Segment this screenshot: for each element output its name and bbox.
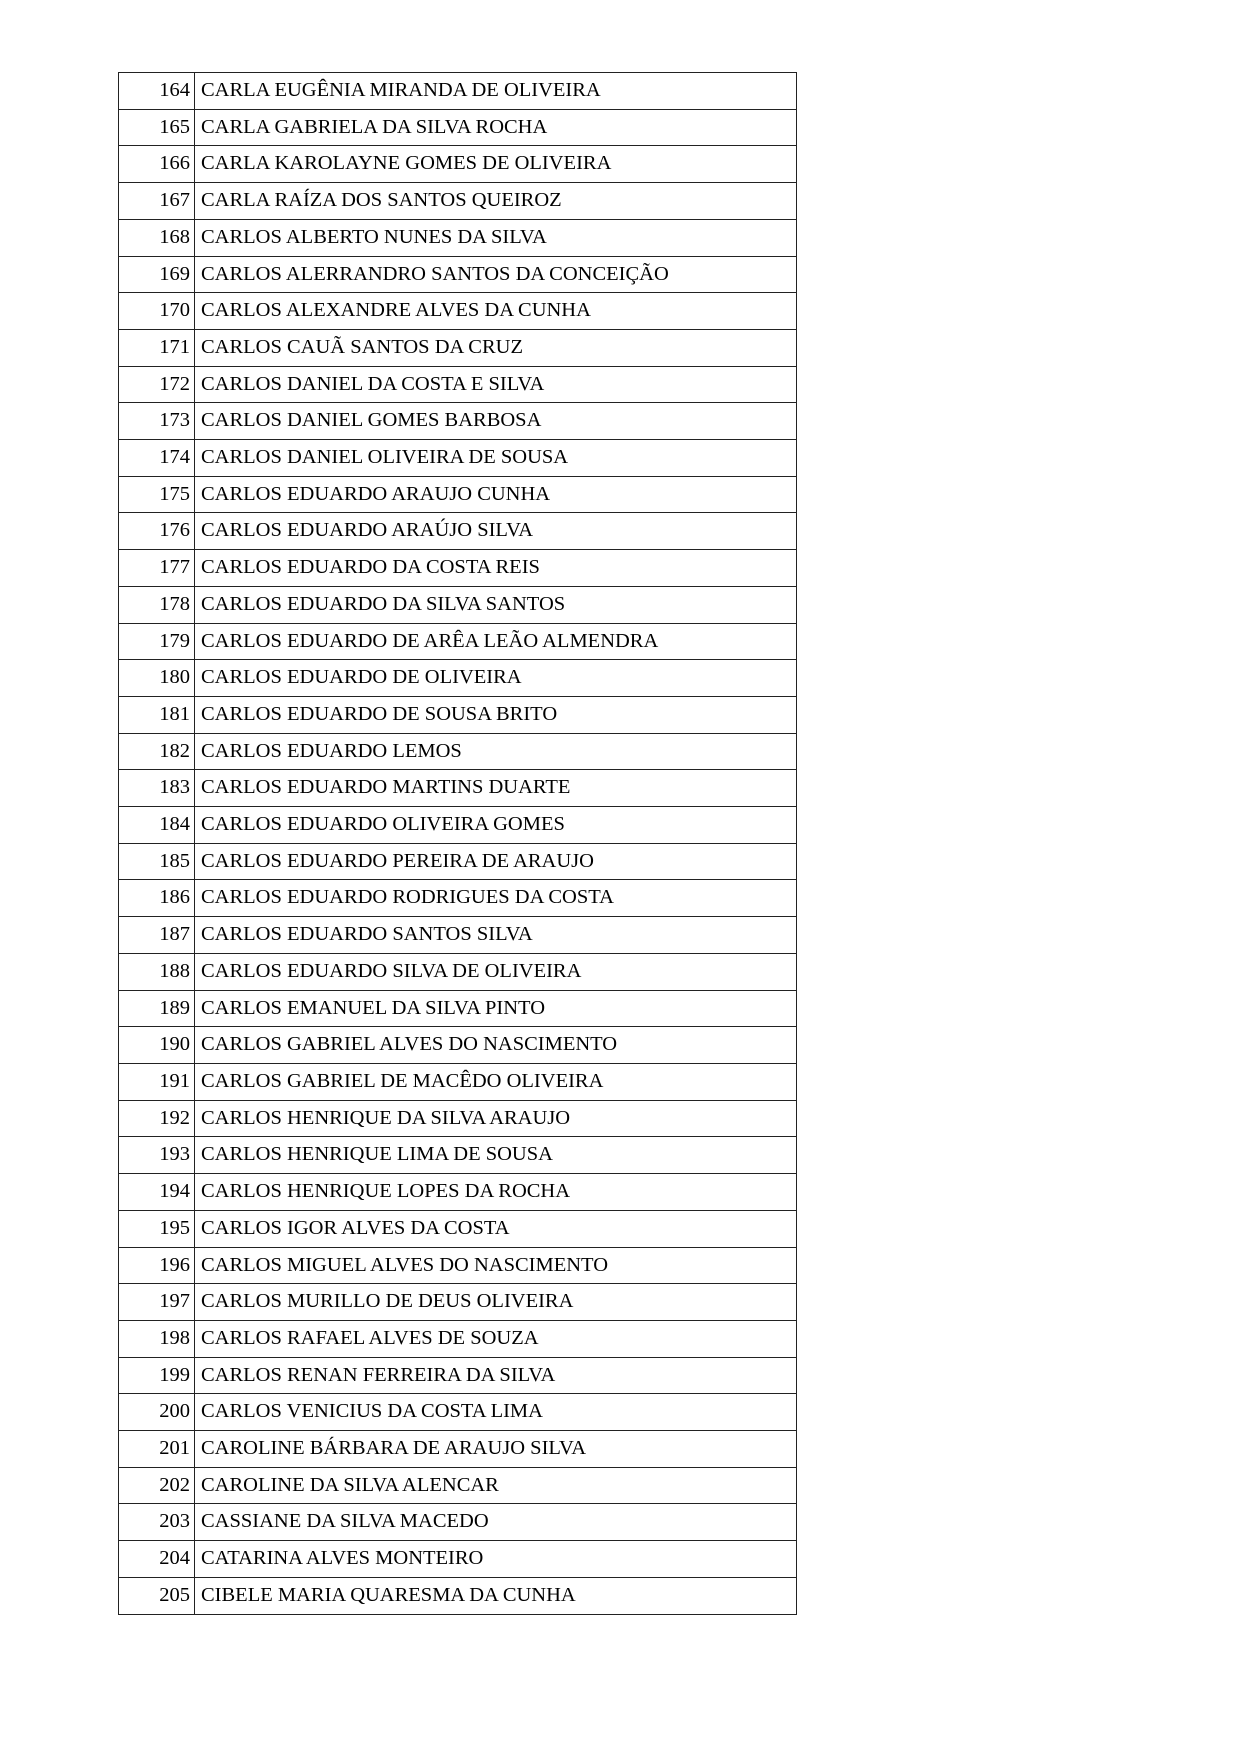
table-row [119,1541,797,1578]
person-name: CARLOS RAFAEL ALVES DE SOUZA [195,1320,797,1357]
table-row [119,843,797,880]
person-name: CARLA EUGÊNIA MIRANDA DE OLIVEIRA [195,73,797,110]
table-row [119,1320,797,1357]
row-number: 203 [119,1504,195,1541]
row-number: 169 [119,256,195,293]
person-name: CARLOS HENRIQUE LIMA DE SOUSA [195,1137,797,1174]
table-row [119,183,797,220]
row-number: 165 [119,109,195,146]
person-name: CARLA GABRIELA DA SILVA ROCHA [195,109,797,146]
person-name: CARLOS CAUÃ SANTOS DA CRUZ [195,329,797,366]
person-name: CARLOS HENRIQUE LOPES DA ROCHA [195,1174,797,1211]
table-row [119,1100,797,1137]
table-row [119,73,797,110]
row-number: 195 [119,1210,195,1247]
row-number: 205 [119,1577,195,1614]
table-row [119,219,797,256]
person-name: CARLOS EDUARDO MARTINS DUARTE [195,770,797,807]
person-name: CARLOS EDUARDO DA SILVA SANTOS [195,586,797,623]
table-row [119,1577,797,1614]
row-number: 189 [119,990,195,1027]
person-name: CARLOS EDUARDO ARAUJO CUNHA [195,476,797,513]
row-number: 187 [119,917,195,954]
table-row [119,513,797,550]
person-name: CARLOS GABRIEL ALVES DO NASCIMENTO [195,1027,797,1064]
person-name: CARLOS EMANUEL DA SILVA PINTO [195,990,797,1027]
person-name: CARLOS ALEXANDRE ALVES DA CUNHA [195,293,797,330]
row-number: 197 [119,1284,195,1321]
row-number: 184 [119,807,195,844]
table-row [119,1174,797,1211]
row-number: 173 [119,403,195,440]
table-row [119,1137,797,1174]
person-name: CARLOS EDUARDO SILVA DE OLIVEIRA [195,953,797,990]
row-number: 192 [119,1100,195,1137]
table-row [119,1357,797,1394]
person-name: CAROLINE DA SILVA ALENCAR [195,1467,797,1504]
table-row [119,1284,797,1321]
table-row [119,917,797,954]
table-row [119,1063,797,1100]
person-name: CARLOS DANIEL GOMES BARBOSA [195,403,797,440]
person-name: CIBELE MARIA QUARESMA DA CUNHA [195,1577,797,1614]
row-number: 193 [119,1137,195,1174]
person-name: CATARINA ALVES MONTEIRO [195,1541,797,1578]
row-number: 179 [119,623,195,660]
table-row [119,293,797,330]
table-row [119,403,797,440]
row-number: 194 [119,1174,195,1211]
table-row [119,880,797,917]
person-name: CARLOS EDUARDO LEMOS [195,733,797,770]
person-name: CARLOS GABRIEL DE MACÊDO OLIVEIRA [195,1063,797,1100]
table-row [119,329,797,366]
row-number: 177 [119,550,195,587]
row-number: 171 [119,329,195,366]
person-name: CARLOS MIGUEL ALVES DO NASCIMENTO [195,1247,797,1284]
row-number: 191 [119,1063,195,1100]
table-row [119,366,797,403]
person-name: CARLOS EDUARDO DE SOUSA BRITO [195,696,797,733]
table-row [119,770,797,807]
person-name: CARLOS HENRIQUE DA SILVA ARAUJO [195,1100,797,1137]
person-name: CARLOS MURILLO DE DEUS OLIVEIRA [195,1284,797,1321]
table-row [119,807,797,844]
table-row [119,990,797,1027]
person-name: CARLA KAROLAYNE GOMES DE OLIVEIRA [195,146,797,183]
row-number: 198 [119,1320,195,1357]
row-number: 199 [119,1357,195,1394]
row-number: 166 [119,146,195,183]
row-number: 186 [119,880,195,917]
person-name: CARLOS EDUARDO OLIVEIRA GOMES [195,807,797,844]
name-list-table [118,72,797,1615]
table-row [119,1394,797,1431]
table-row [119,586,797,623]
person-name: CARLOS DANIEL DA COSTA E SILVA [195,366,797,403]
person-name: CARLOS EDUARDO RODRIGUES DA COSTA [195,880,797,917]
person-name: CARLOS DANIEL OLIVEIRA DE SOUSA [195,440,797,477]
row-number: 167 [119,183,195,220]
table-row [119,1431,797,1468]
table-row [119,550,797,587]
row-number: 170 [119,293,195,330]
row-number: 183 [119,770,195,807]
table-row [119,623,797,660]
table-row [119,1467,797,1504]
row-number: 168 [119,219,195,256]
row-number: 185 [119,843,195,880]
person-name: CAROLINE BÁRBARA DE ARAUJO SILVA [195,1431,797,1468]
table-row [119,1210,797,1247]
row-number: 202 [119,1467,195,1504]
table-row [119,109,797,146]
table-row [119,696,797,733]
row-number: 188 [119,953,195,990]
row-number: 176 [119,513,195,550]
row-number: 174 [119,440,195,477]
person-name: CARLOS IGOR ALVES DA COSTA [195,1210,797,1247]
person-name: CARLOS EDUARDO DA COSTA REIS [195,550,797,587]
person-name: CARLOS EDUARDO ARAÚJO SILVA [195,513,797,550]
row-number: 190 [119,1027,195,1064]
table-row [119,1247,797,1284]
row-number: 201 [119,1431,195,1468]
person-name: CARLOS EDUARDO PEREIRA DE ARAUJO [195,843,797,880]
name-list-body [119,73,797,1615]
table-row [119,1027,797,1064]
person-name: CASSIANE DA SILVA MACEDO [195,1504,797,1541]
row-number: 178 [119,586,195,623]
table-row [119,256,797,293]
person-name: CARLOS RENAN FERREIRA DA SILVA [195,1357,797,1394]
row-number: 200 [119,1394,195,1431]
person-name: CARLOS EDUARDO SANTOS SILVA [195,917,797,954]
person-name: CARLOS VENICIUS DA COSTA LIMA [195,1394,797,1431]
table-row [119,733,797,770]
row-number: 204 [119,1541,195,1578]
table-row [119,1504,797,1541]
row-number: 181 [119,696,195,733]
person-name: CARLOS EDUARDO DE ARÊA LEÃO ALMENDRA [195,623,797,660]
row-number: 180 [119,660,195,697]
table-row [119,440,797,477]
row-number: 175 [119,476,195,513]
table-row [119,476,797,513]
row-number: 172 [119,366,195,403]
row-number: 182 [119,733,195,770]
person-name: CARLOS ALERRANDRO SANTOS DA CONCEIÇÃO [195,256,797,293]
table-row [119,660,797,697]
person-name: CARLOS EDUARDO DE OLIVEIRA [195,660,797,697]
row-number: 164 [119,73,195,110]
table-row [119,146,797,183]
row-number: 196 [119,1247,195,1284]
table-row [119,953,797,990]
person-name: CARLOS ALBERTO NUNES DA SILVA [195,219,797,256]
person-name: CARLA RAÍZA DOS SANTOS QUEIROZ [195,183,797,220]
